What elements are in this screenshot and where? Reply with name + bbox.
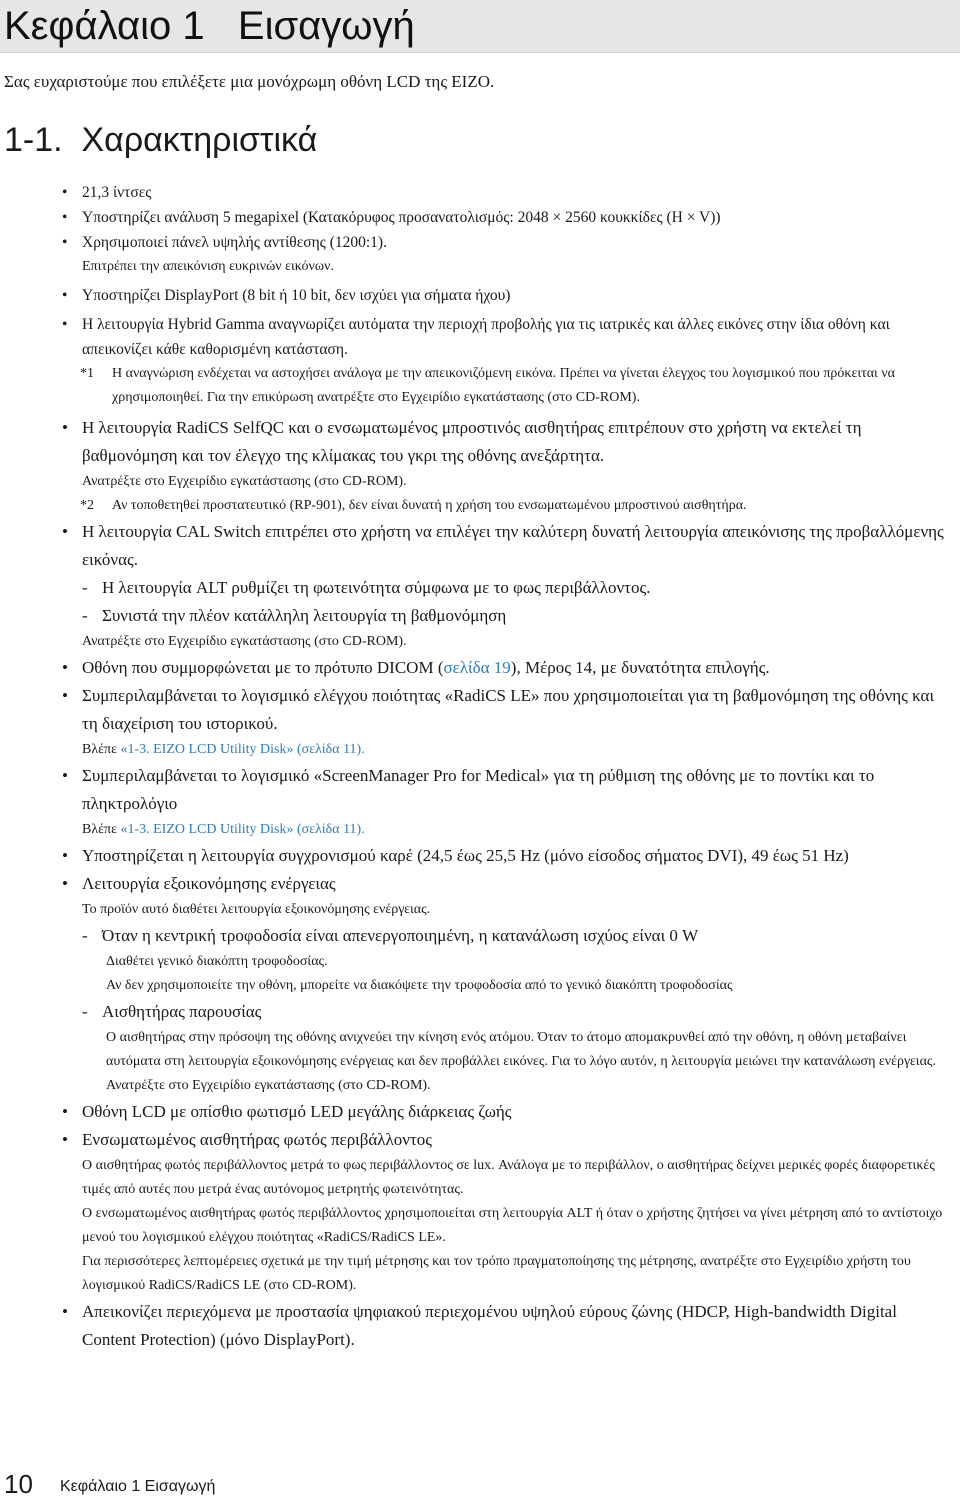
list-item-note: Ο αισθητήρας φωτός περιβάλλοντος μετρά το φως περιβάλλοντος σε lux. Ανάλογα με το περιβάλλον, ο αισθητήρας δείχνει μερικές φορές διαφορετικές τιμές από αυτές που μετρά ένας αυτόνομος μετρητής φωτεινότητας.: [82, 1158, 935, 1197]
intro-text: Σας ευχαριστούμε που επιλέξετε μια μονόχρωμη οθόνη LCD της EIZO.: [4, 72, 495, 91]
list-item: • Χρησιμοποιεί πάνελ υψηλής αντίθεσης (1200:1).: [62, 230, 952, 255]
dash-item: [62, 922, 952, 950]
list-item-note: Ο ενσωματωμένος αισθητήρας φωτός περιβάλλοντος χρησιμοποιείται στη λειτουργία ALT ή όταν ο χρήστης ζητήσει να γίνει μέτρηση από το αντίστοιχο μενού του λογισμικού ελέγχου ποιότητας «RadiCS/RadiCS LE».: [82, 1206, 943, 1245]
features-list: [62, 180, 952, 1354]
utility-disk-link[interactable]: «1-3. EIZO LCD Utility Disk» (σελίδα 11).: [120, 822, 365, 837]
list-item: • Υποστηρίζει ανάλυση 5 megapixel (Κατακόρυφος προσανατολισμός: 2048 × 2560 κουκκίδες (H × V)): [62, 205, 952, 230]
list-item-note: [62, 818, 952, 842]
list-item: • Οθόνη LCD με οπίσθιο φωτισμό LED μεγάλης διάρκειας ζωής: [62, 1098, 952, 1126]
dash-item-note: Αν δεν χρησιμοποιείτε την οθόνη, μπορείτε να διακόψετε την τροφοδοσία από το γενικό διακόπτη τροφοδοσίας: [106, 978, 733, 993]
list-item: • Ενσωματωμένος αισθητήρας φωτός περιβάλλοντος: [62, 1126, 952, 1154]
list-item: • Υποστηρίζει DisplayPort (8 bit ή 10 bit, δεν ισχύει για σήματα ήχου): [62, 283, 952, 308]
list-item-text: ), Μέρος 14, με δυνατότητα επιλογής.: [510, 658, 770, 677]
dash-item: [62, 574, 952, 602]
list-item-note: Ανατρέξτε στο Εγχειρίδιο εγκατάστασης (στο CD-ROM).: [82, 474, 407, 489]
list-item: • Απεικονίζει περιεχόμενα με προστασία ψηφιακού περιεχομένου υψηλού εύρους ζώνης (HDCP, High-bandwidth Digital Content Protection) (μόνο DisplayPort).: [62, 1298, 952, 1354]
list-item: • Συμπεριλαμβάνεται το λογισμικό ελέγχου ποιότητας «RadiCS LE» που χρησιμοποιείται για τη βαθμονόμηση της οθόνης και τη διαχείριση του ιστορικού.: [62, 682, 952, 738]
footnote: [62, 494, 952, 518]
see-prefix: Βλέπε: [82, 742, 121, 757]
dash-mark: -: [82, 1002, 88, 1021]
dash-text: Όταν η κεντρική τροφοδοσία είναι απενεργοποιημένη, η κατανάλωση ισχύος είναι 0 W: [102, 926, 699, 945]
utility-disk-link[interactable]: «1-3. EIZO LCD Utility Disk» (σελίδα 11).: [120, 742, 365, 757]
dash-item: [62, 602, 952, 630]
footnote-number: *1: [80, 366, 94, 381]
list-item-note: Για περισσότερες λεπτομέρειες σχετικά με την τιμή μέτρησης και τον τρόπο πραγματοποίησης της μέτρησης, ανατρέξτε στο Εγχειρίδιο χρήστη του λογισμικού RadiCS/RadiCS LE (στο CD-ROM).: [82, 1254, 911, 1293]
dash-mark: -: [82, 606, 88, 625]
list-item: • Η λειτουργία Hybrid Gamma αναγνωρίζει αυτόματα την περιοχή προβολής για τις ιατρικές και άλλες εικόνες στην ίδια οθόνη και απεικονίζει κάθε καθορισμένη κατάσταση.: [62, 312, 952, 362]
section-title: 1-1. Χαρακτηριστικά: [4, 121, 318, 159]
list-item-note: Επιτρέπει την απεικόνιση ευκρινών εικόνων.: [82, 259, 334, 274]
footnote: [62, 362, 952, 410]
dash-item: [62, 998, 952, 1026]
dash-mark: -: [82, 926, 88, 945]
list-item-note: Ανατρέξτε στο Εγχειρίδιο εγκατάστασης (στο CD-ROM).: [82, 634, 407, 649]
page-number: 10: [4, 1469, 33, 1499]
list-item: • Η λειτουργία CAL Switch επιτρέπει στο χρήστη να επιλέγει την καλύτερη δυνατή λειτουργία απεικόνισης της προβαλλόμενης εικόνας.: [62, 518, 952, 574]
dash-mark: -: [82, 578, 88, 597]
dash-item-note: Ο αισθητήρας στην πρόσοψη της οθόνης ανιχνεύει την κίνηση ενός ατόμου. Όταν το άτομο απομακρυνθεί από την οθόνη, η οθόνη μεταβαίνει αυτόματα στη λειτουργία εξοικονόμησης ενέργειας και δεν προβάλλει εικόνες. Για το λόγο αυτόν, η λειτουργία μειώνει την κατανάλωση ενέργειας.: [106, 1030, 936, 1069]
footer-chapter-label: Κεφάλαιο 1 Εισαγωγή: [60, 1478, 216, 1495]
list-item: • Λειτουργία εξοικονόμησης ενέργειας: [62, 870, 952, 898]
dash-item-note: Διαθέτει γενικό διακόπτη τροφοδοσίας.: [106, 954, 328, 969]
list-item-note: Το προϊόν αυτό διαθέτει λειτουργία εξοικονόμησης ενέργειας.: [82, 902, 431, 917]
footnote-number: *2: [80, 498, 94, 513]
list-item: • Συμπεριλαμβάνεται το λογισμικό «ScreenManager Pro for Medical» για τη ρύθμιση της οθόνης με το ποντίκι και το πληκτρολόγιο: [62, 762, 952, 818]
chapter-header-bar: [0, 0, 960, 53]
dash-text: Αισθητήρας παρουσίας: [102, 1002, 262, 1021]
page-link[interactable]: σελίδα 19: [443, 658, 511, 677]
dash-text: Η λειτουργία ALT ρυθμίζει τη φωτεινότητα σύμφωνα με το φως περιβάλλοντος.: [102, 578, 651, 597]
chapter-title: Κεφάλαιο 1 Εισαγωγή: [4, 4, 415, 48]
list-item-text: Οθόνη που συμμορφώνεται με το πρότυπο DICOM (: [82, 658, 444, 677]
list-item: • Η λειτουργία RadiCS SelfQC και ο ενσωματωμένος μπροστινός αισθητήρας επιτρέπουν στο χρήστη να εκτελεί τη βαθμονόμηση και τον έλεγχο της κλίμακας του γκρι της οθόνης ανεξάρτητα.: [62, 414, 952, 470]
list-item: • Υποστηρίζεται η λειτουργία συγχρονισμού καρέ (24,5 έως 25,5 Hz (μόνο είσοδος σήματος DVI), 49 έως 51 Hz): [62, 842, 952, 870]
dash-text: Συνιστά την πλέον κατάλληλη λειτουργία τη βαθμονόμηση: [102, 606, 507, 625]
see-prefix: Βλέπε: [82, 822, 121, 837]
footnote-text: Αν τοποθετηθεί προστατευτικό (RP-901), δεν είναι δυνατή η χρήση του ενσωματωμένου μπροστινού αισθητήρα.: [112, 498, 747, 513]
list-item-note: [62, 738, 952, 762]
footnote-text: Η αναγνώριση ενδέχεται να αστοχήσει ανάλογα με την απεικονιζόμενη εικόνα. Πρέπει να γίνεται έλεγχος του λογισμικού που πρόκειται να χρησιμοποιηθεί. Για την επικύρωση ανατρέξτε στο Εγχειρίδιο εγκατάστασης (στο CD-ROM).: [112, 366, 895, 405]
list-item: [62, 654, 952, 682]
dash-item-note: Ανατρέξτε στο Εγχειρίδιο εγκατάστασης (στο CD-ROM).: [106, 1078, 431, 1093]
list-item: • 21,3 ίντσες: [62, 180, 952, 205]
